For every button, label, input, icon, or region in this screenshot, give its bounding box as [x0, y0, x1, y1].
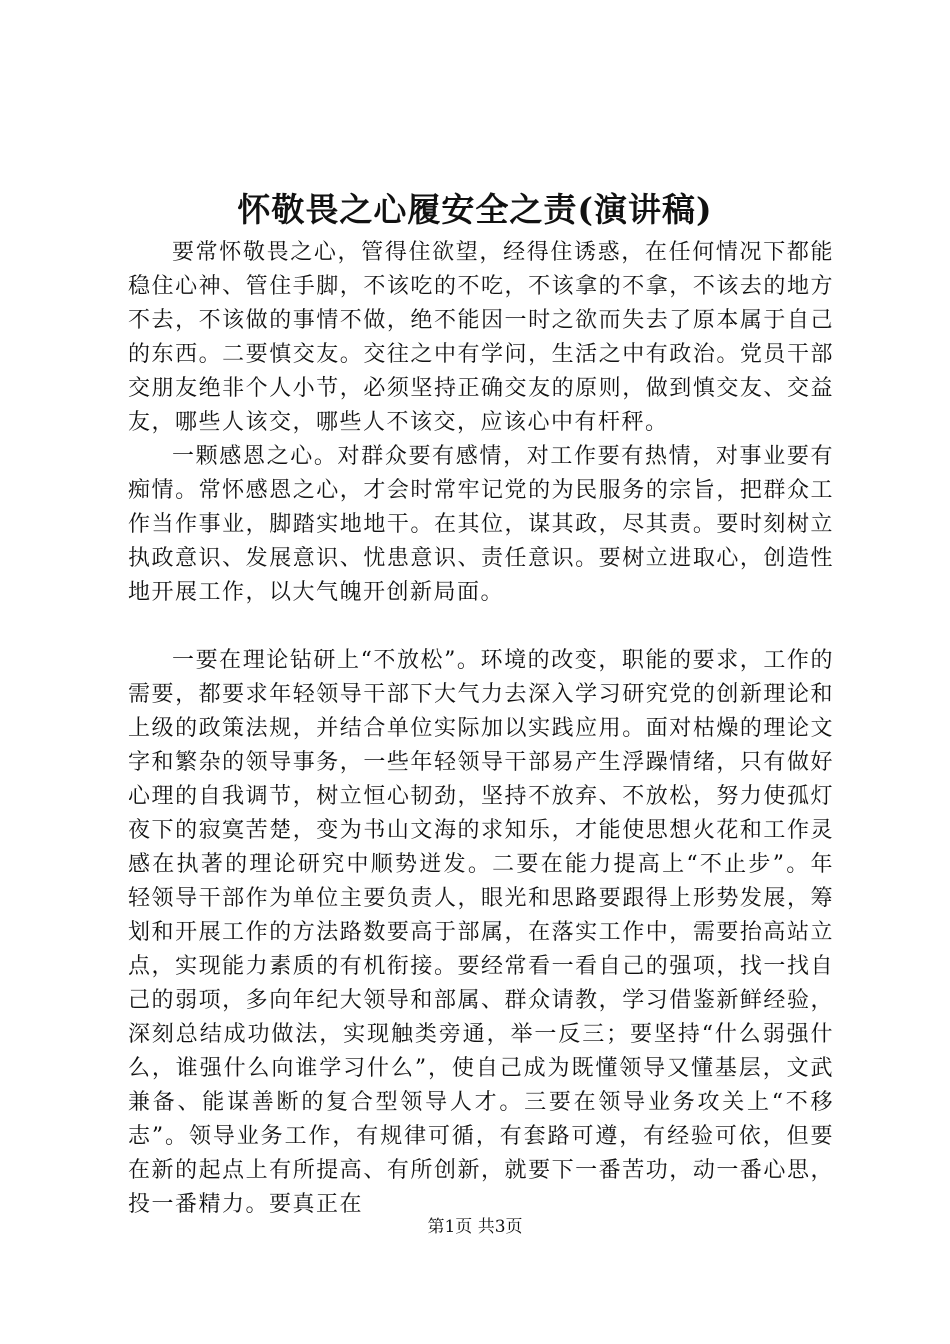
document-body: [128, 236, 834, 1222]
paragraph-2: 一颗感恩之心。对群众要有感情，对工作要有热情，对事业要有痴情。常怀感恩之心，才会时常牢记党的为民服务的宗旨，把群众工作当作事业，脚踏实地地干。在其位，谋其政，尽其责。要时刻树立执政意识、发展意识、忧患意识、责任意识。要树立进取心，创造性地开展工作，以大气魄开创新局面。: [128, 444, 834, 605]
paragraph-3: 一要在理论钻研上“不放松”。环境的改变，职能的要求，工作的需要，都要求年轻领导干部下大气力去深入学习研究党的创新理论和上级的政策法规，并结合单位实际加以实践应用。面对枯燥的理论文字和繁杂的领导事务，一些年轻领导干部易产生浮躁情绪，只有做好心理的自我调节，树立恒心韧劲，坚持不放弃、不放松，努力使孤灯夜下的寂寞苦楚，变为书山文海的求知乐，才能使思想火花和工作灵感在执著的理论研究中顺势迸发。二要在能力提高上“不止步”。年轻领导干部作为单位主要负责人，眼光和思路要跟得上形势发展，筹划和开展工作的方法路数要高于部属，在落实工作中，需要抬高站立点，实现能力素质的有机衔接。要经常看一看自己的强项，找一找自己的弱项，多向年纪大领导和部属、群众请教，学习借鉴新鲜经验，深刻总结成功做法，实现触类旁通，举一反三；要坚持“什么弱强什么，谁强什么向谁学习什么”，使自己成为既懂领导又懂基层，文武兼备、能谋善断的复合型领导人才。三要在领导业务攻关上“不移志”。领导业务工作，有规律可循，有套路可遵，有经验可依，但要在新的起点上有所提高、有所创新，就要下一番苦功，动一番心思，投一番精力。要真正在: [128, 648, 834, 1217]
paragraph-1: 要常怀敬畏之心，管得住欲望，经得住诱惑，在任何情况下都能稳住心神、管住手脚，不该吃的不吃，不该拿的不拿，不该去的地方不去，不该做的事情不做，绝不能因一时之欲而失去了原本属于自己的东西。二要慎交友。交往之中有学问，生活之中有政治。党员干部交朋友绝非个人小节，必须坚持正确交友的原则，做到慎交友、交益友，哪些人该交，哪些人不该交，应该心中有杆秤。: [128, 240, 834, 435]
document-title: 怀敬畏之心履安全之责(演讲稿): [237, 190, 713, 229]
page-indicator: 第1页 共3页: [427, 1217, 523, 1237]
